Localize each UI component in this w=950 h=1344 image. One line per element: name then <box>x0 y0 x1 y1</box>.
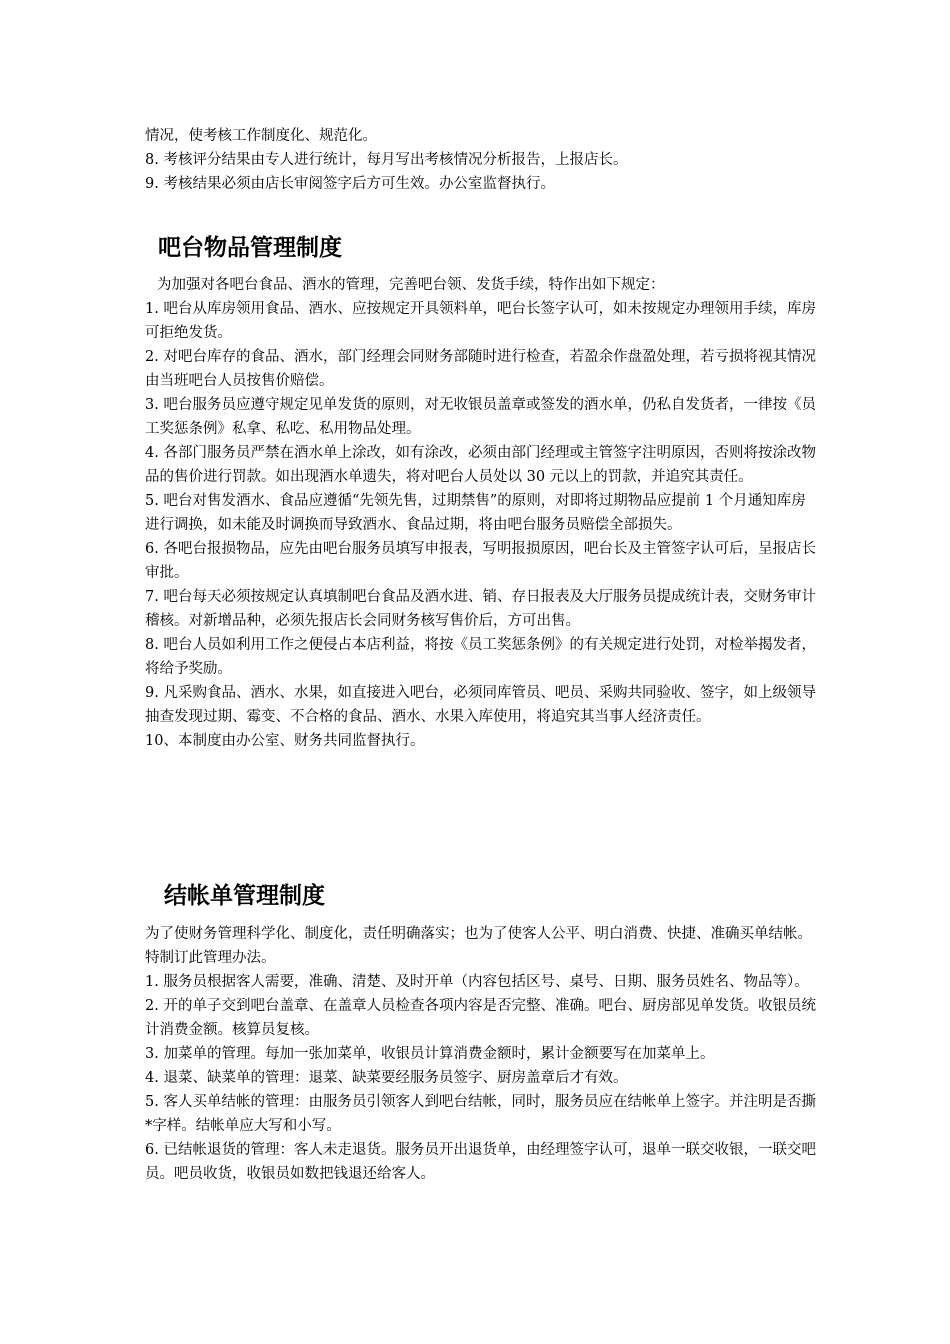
rule-item: 1. 服务员根据客人需要，准确、清楚、及时开单（内容包括区号、桌号、日期、服务员姓名、物品等）。 <box>145 974 809 990</box>
rule-item: 8. 吧台人员如利用工作之便侵占本店利益，将按《员工奖惩条例》的有关规定进行处罚，对检举揭发者，将给予奖励。 <box>145 637 816 677</box>
section-title-bar-items: 吧台物品管理制度 <box>158 235 342 261</box>
rule-item: 5. 吧台对售发酒水、食品应遵循“先领先售，过期禁售”的原则，对即将过期物品应提前 1 个月通知库房进行调换，如未能及时调换而导致酒水、食品过期，将由吧台服务员赔偿全部损失。 <box>145 493 806 533</box>
paragraph: 情况，使考核工作制度化、规范化。 <box>145 128 377 144</box>
rule-item: 5. 客人买单结帐的管理：由服务员引领客人到吧台结帐，同时，服务员应在结帐单上签字。并注明是否撕*字样。结帐单应大写和小写。 <box>145 1094 816 1134</box>
rule-item: 4. 退菜、缺菜单的管理：退菜、缺菜要经服务员签字、厨房盖章后才有效。 <box>145 1070 628 1086</box>
intro-paragraph: 为加强对各吧台食品、酒水的管理，完善吧台领、发货手续，特作出如下规定： <box>157 277 665 293</box>
rule-item: 7. 吧台每天必须按规定认真填制吧台食品及酒水进、销、存日报表及大厅服务员提成统计表，交财务审计稽核。对新增品种，必须先报店长会同财务核写售价后，方可出售。 <box>145 589 816 629</box>
rule-item: 3. 加菜单的管理。每加一张加菜单，收银员计算消费金额时，累计金额要写在加菜单上。 <box>145 1046 715 1062</box>
rule-item: 1. 吧台从库房领用食品、酒水、应按规定开具领料单，吧台长签字认可，如未按规定办理领用手续，库房可拒绝发货。 <box>145 301 816 341</box>
rule-item: 2. 开的单子交到吧台盖章、在盖章人员检查各项内容是否完整、准确。吧台、厨房部见单发货。收银员统计消费金额。核算员复核。 <box>145 998 816 1038</box>
section-title-bill: 结帐单管理制度 <box>164 883 325 909</box>
paragraph: 8. 考核评分结果由专人进行统计，每月写出考核情况分析报告，上报店长。 <box>145 152 628 168</box>
paragraph: 9. 考核结果必须由店长审阅签字后方可生效。办公室监督执行。 <box>145 176 555 192</box>
bar-items-section-body <box>145 273 820 753</box>
rule-item: 6. 已结帐退货的管理：客人未走退货。服务员开出退货单，由经理签字认可，退单一联交收银，一联交吧员。吧员收货，收银员如数把钱退还给客人。 <box>145 1142 816 1182</box>
rule-item: 9. 凡采购食品、酒水、水果，如直接进入吧台，必须同库管员、吧员、采购共同验收、签字，如上级领导抽查发现过期、霉变、不合格的食品、酒水、水果入库使用，将追究其当事人经济责任。 <box>145 685 816 725</box>
rule-item: 3. 吧台服务员应遵守规定见单发货的原则，对无收银员盖章或签发的酒水单，仍私自发货者，一律按《员工奖惩条例》私拿、私吃、私用物品处理。 <box>145 397 816 437</box>
previous-section-tail <box>145 124 820 196</box>
rule-item: 2. 对吧台库存的食品、酒水，部门经理会同财务部随时进行检查，若盈余作盘盈处理，若亏损将视其情况由当班吧台人员按售价赔偿。 <box>145 349 816 389</box>
bill-section-body <box>145 922 820 1186</box>
rule-item: 6. 各吧台报损物品，应先由吧台服务员填写申报表，写明报损原因，吧台长及主管签字认可后，呈报店长审批。 <box>145 541 816 581</box>
intro-paragraph: 为了使财务管理科学化、制度化，责任明确落实；也为了使客人公平、明白消费、快捷、准确买单结帐。特制订此管理办法。 <box>145 926 812 966</box>
rule-item: 10、本制度由办公室、财务共同监督执行。 <box>145 733 425 749</box>
rule-item: 4. 各部门服务员严禁在酒水单上涂改，如有涂改，必须由部门经理或主管签字注明原因，否则将按涂改物品的售价进行罚款。如出现酒水单遗失，将对吧台人员处以 30 元以上的罚款，并追究其责任。 <box>145 445 816 485</box>
